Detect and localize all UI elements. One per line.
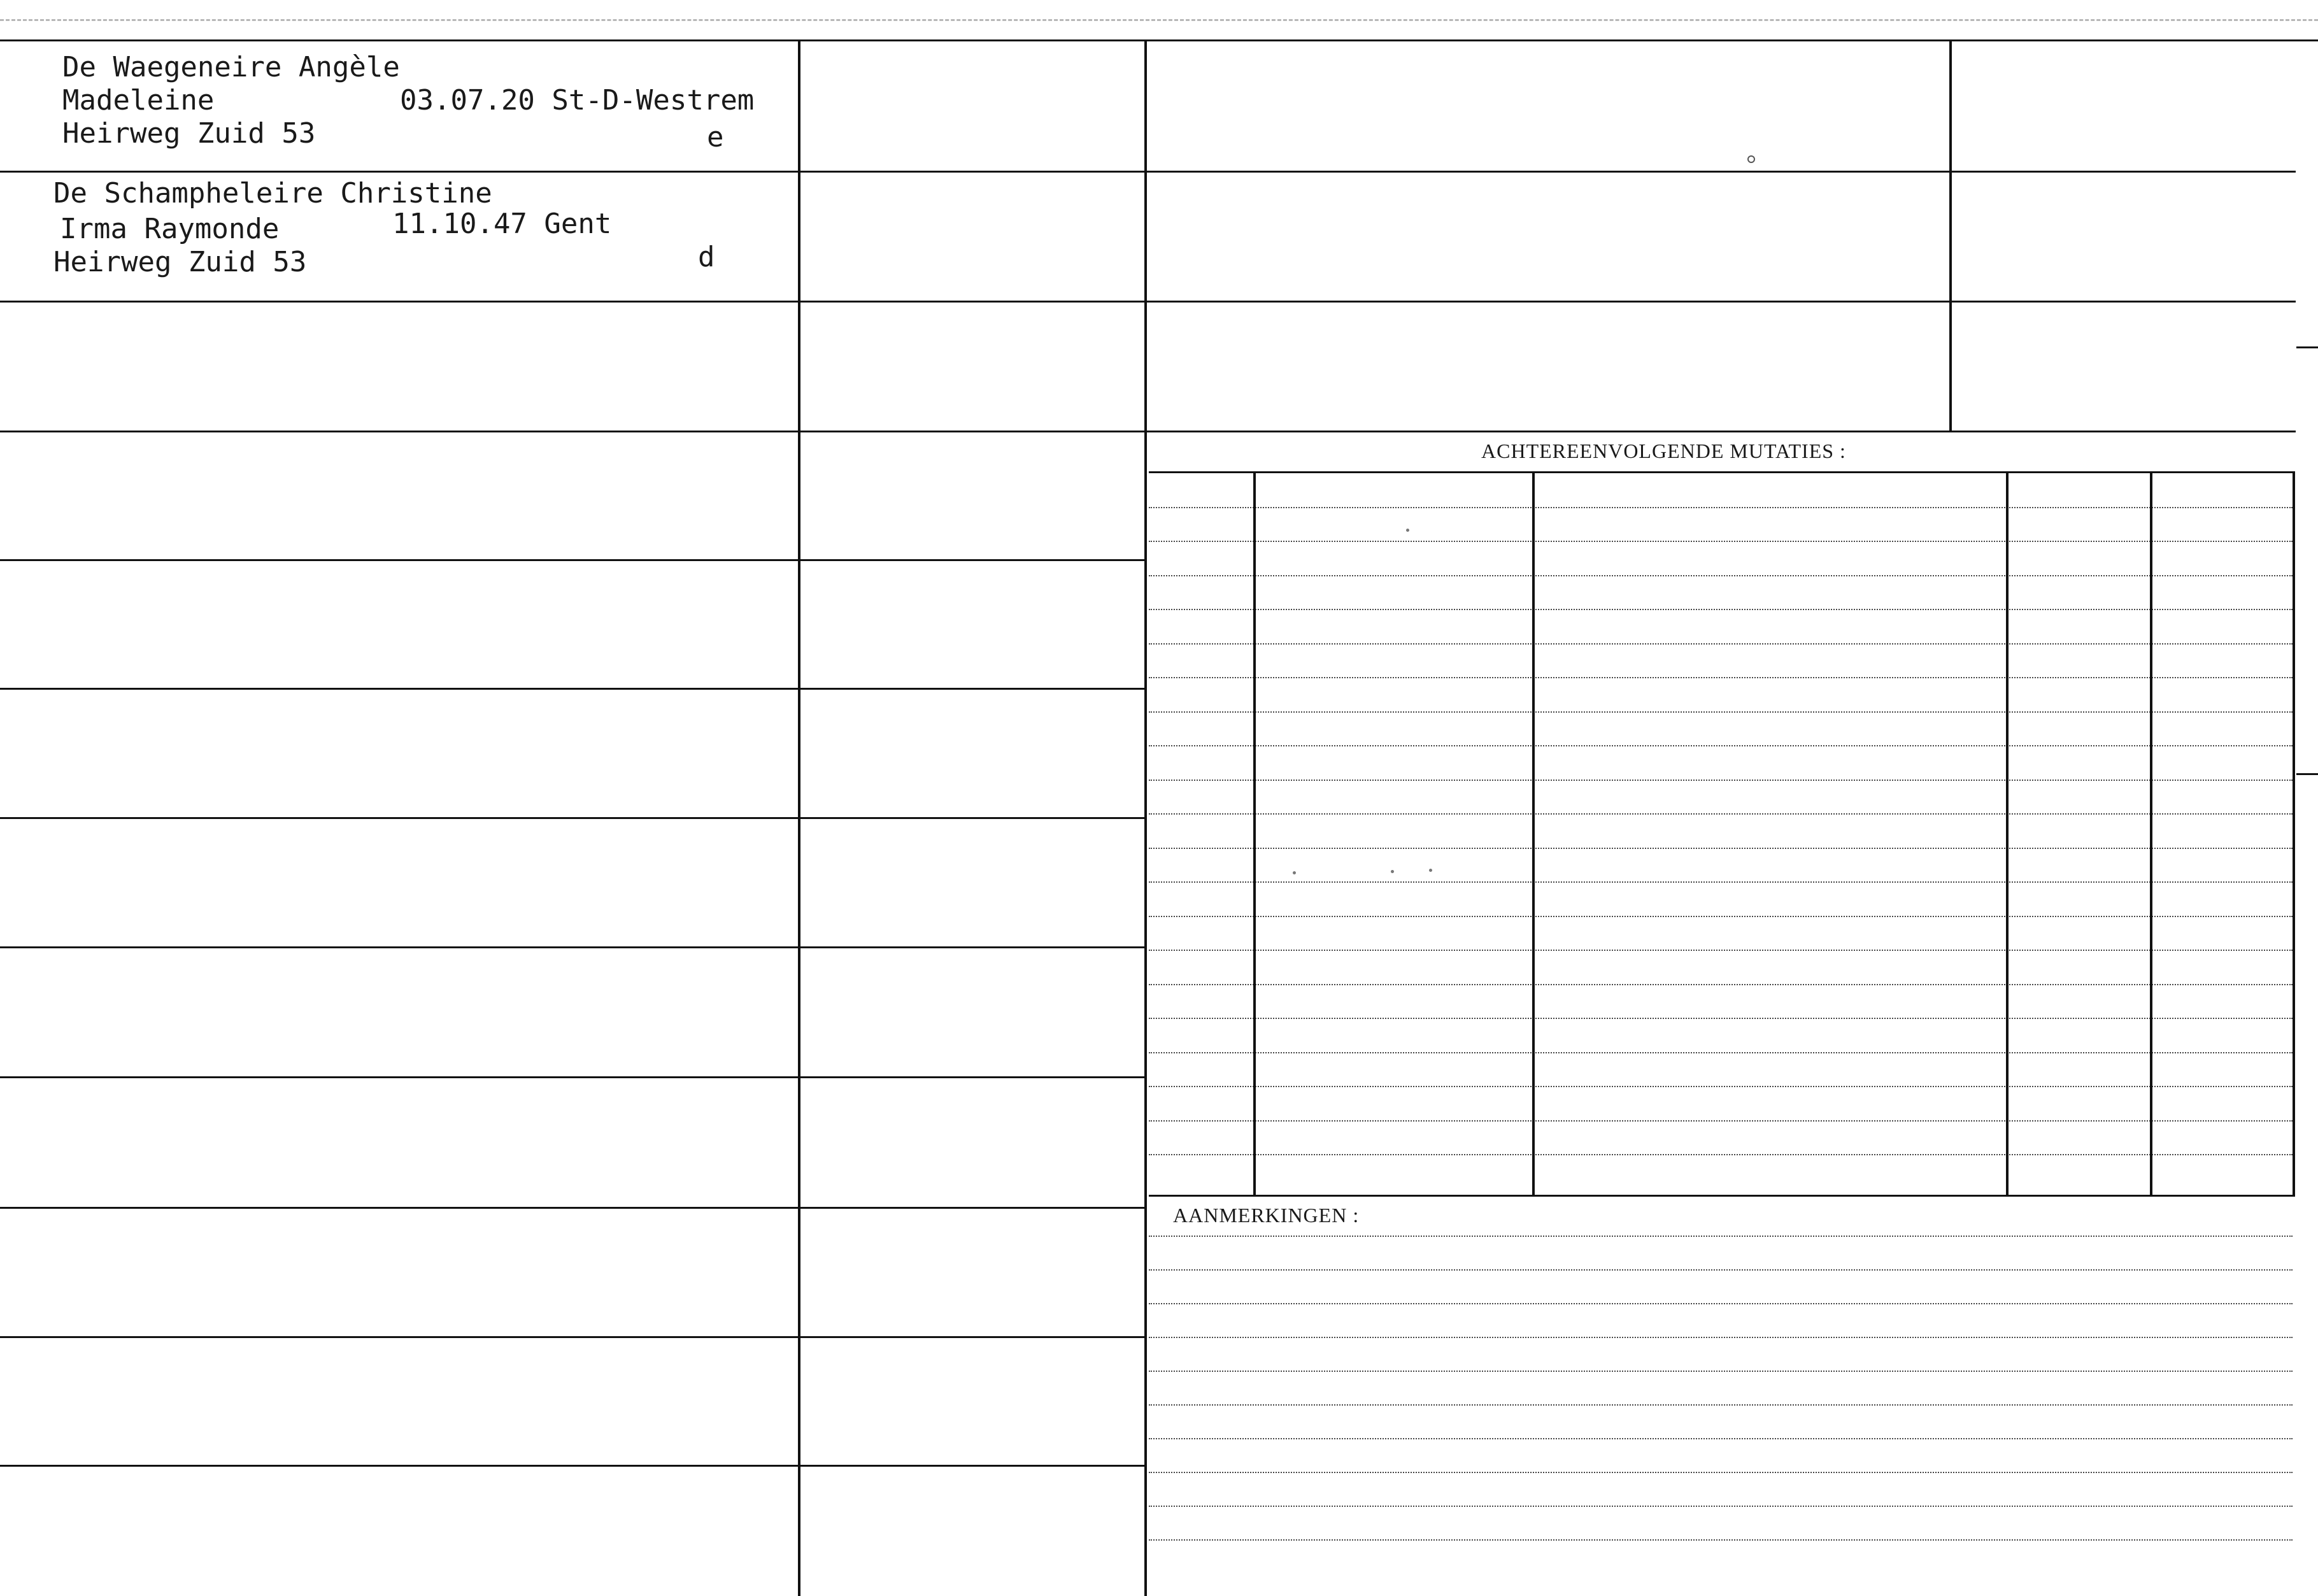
row-rule [0,817,1146,819]
mutations-ruled-line [1149,984,2293,985]
mutations-bottom-rule [1149,1195,2295,1197]
row-rule [0,1076,1146,1078]
record-2-given-names: Irma Raymonde [60,213,280,245]
dust-speck [1391,870,1394,873]
mutations-ruled-line [1149,950,2293,951]
row-rule [0,1465,1146,1467]
mutations-col-5 [2293,473,2295,1195]
mutations-ruled-line [1149,745,2293,746]
row-rule [0,1207,1146,1209]
edge-tick [2296,346,2318,348]
edge-tick [2296,773,2318,775]
remarks-ruled-line [1149,1438,2293,1439]
mutations-heading: ACHTEREENVOLGENDE MUTATIES : [1481,439,1846,462]
row-rule [0,1336,1146,1338]
dust-speck [1406,529,1409,532]
mutations-ruled-line [1149,677,2293,678]
top-rule [0,39,2318,41]
remarks-ruled-line [1149,1506,2293,1507]
remarks-heading: AANMERKINGEN : [1173,1204,1360,1227]
mutations-ruled-line [1149,575,2293,576]
mutations-ruled-line [1149,1052,2293,1053]
mutations-ruled-line [1149,643,2293,645]
dust-speck [1429,869,1432,872]
mutations-ruled-line [1149,609,2293,610]
top-edge-noise [0,19,2318,27]
col-divider-right-top [1949,41,1952,431]
mutations-ruled-line [1149,916,2293,917]
remarks-ruled-line [1149,1236,2293,1237]
remarks-ruled-line [1149,1269,2293,1271]
mutations-col-4 [2150,473,2152,1195]
row-rule [0,301,2296,303]
row-rule [0,688,1146,690]
record-1-name: De Waegeneire Angèle [62,51,400,83]
record-2-code: d [698,241,715,273]
remarks-ruled-line [1149,1337,2293,1338]
remarks-lines [1149,1236,2295,1596]
remarks-ruled-line [1149,1303,2293,1304]
mutations-col-1 [1253,473,1256,1195]
row-rule [0,946,1146,948]
mutations-ruled-line [1149,881,2293,883]
remarks-ruled-line [1149,1539,2293,1541]
row-rule [0,431,2296,432]
mutations-ruled-line [1149,1154,2293,1155]
mutations-ruled-line [1149,1018,2293,1019]
dust-speck [1293,871,1296,874]
mutations-ruled-line [1149,1120,2293,1122]
mutations-ruled-line [1149,848,2293,849]
mutations-ruled-line [1149,1086,2293,1087]
mutations-ruled-line [1149,780,2293,781]
row-rule [0,171,2296,173]
row-rule [0,559,1146,561]
record-1-given-names: Madeleine [62,84,215,117]
remarks-ruled-line [1149,1472,2293,1473]
remarks-ruled-line [1149,1371,2293,1372]
record-1-address: Heirweg Zuid 53 [62,117,316,150]
record-1-code: e [707,121,724,153]
record-2-address: Heirweg Zuid 53 [53,246,307,278]
remarks-ruled-line [1149,1404,2293,1406]
mutations-ruled-line [1149,711,2293,713]
mutations-col-3 [2006,473,2009,1195]
record-2-birth: 11.10.47 Gent [392,208,612,240]
record-2-name: De Schampheleire Christine [53,177,492,210]
dust-speck [1747,155,1755,163]
mutations-ruled-line [1149,541,2293,542]
record-1-birth: 03.07.20 St-D-Westrem [400,84,755,117]
mutations-table [1149,473,2295,1195]
mutations-ruled-line [1149,507,2293,508]
mutations-col-2 [1532,473,1535,1195]
mutations-ruled-line [1149,813,2293,815]
